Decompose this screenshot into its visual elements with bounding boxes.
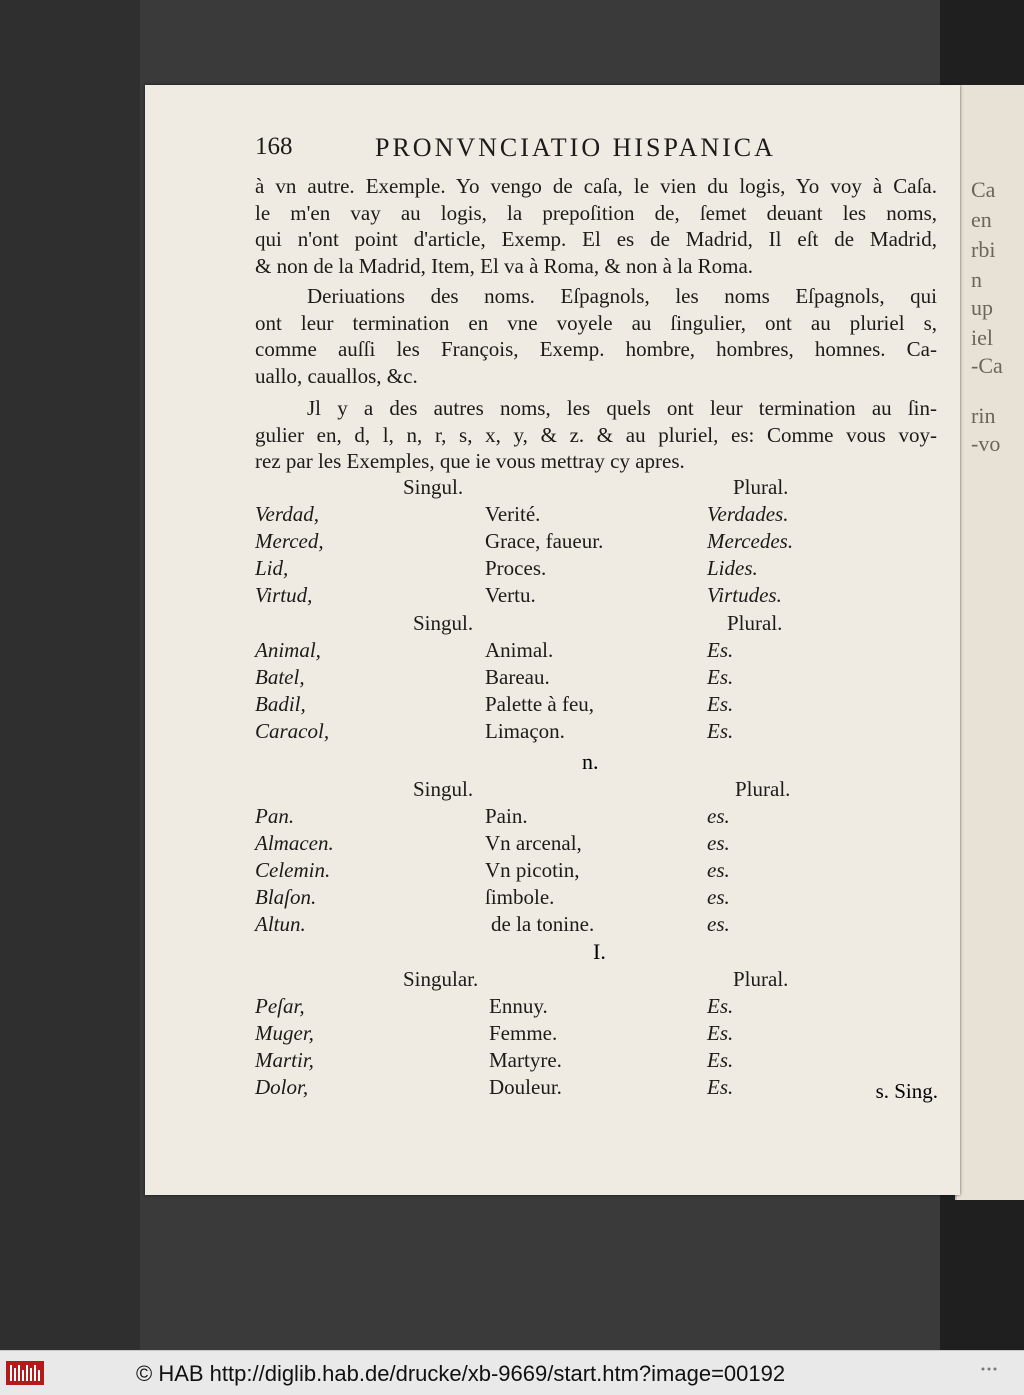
plural-form: Es. — [707, 665, 734, 689]
viewer-footer — [0, 1350, 1024, 1395]
plural-heading: Plural. — [727, 611, 783, 635]
spanish-word: Celemin. — [255, 858, 331, 882]
plural-heading: Plural. — [733, 475, 789, 499]
singular-heading: Singul. — [413, 777, 474, 801]
french-translation: Vn arcenal, — [485, 831, 582, 855]
text-line: ont leur termination en vne voyele au ſingulier, ont au pluriel s, — [255, 310, 937, 335]
spanish-word: Lid, — [255, 556, 289, 580]
table-heading-row — [255, 611, 955, 638]
text-line: Deriuations des noms. Eſpagnols, les noms Eſpagnols, qui — [307, 284, 937, 308]
table-row — [255, 583, 955, 610]
table-row — [255, 502, 955, 529]
adjacent-page-fragment: en — [971, 207, 992, 232]
book-page — [145, 85, 960, 1195]
page-number: 168 — [255, 133, 293, 160]
text-line: le m'en vay au logis, la prepoſition de, ſemet deuant les noms, — [255, 200, 937, 225]
spanish-word: Pan. — [255, 804, 295, 828]
table-row — [255, 719, 955, 746]
french-translation: Limaçon. — [485, 719, 565, 743]
french-translation: Grace, faueur. — [485, 529, 604, 553]
text-line: & non de la Madrid, Item, El va à Roma, & non à la Roma. — [255, 253, 754, 278]
table-heading-row — [255, 967, 955, 994]
plural-form: Es. — [707, 994, 734, 1018]
text-line: qui n'ont point d'article, Exemp. El es de Madrid, Il eſt de Madrid, — [255, 227, 937, 252]
plural-form: es. — [707, 885, 730, 909]
spanish-word: Almacen. — [255, 831, 334, 855]
french-translation: de la tonine. — [491, 912, 595, 936]
table-row — [255, 638, 955, 665]
copyright-link[interactable]: © HAB http://diglib.hab.de/drucke/xb-9669/start.htm?image=00192 — [136, 1361, 786, 1386]
singular-heading: Singular. — [403, 967, 479, 991]
declension-table-4 — [255, 967, 955, 1102]
french-translation: Palette à feu, — [485, 692, 595, 716]
table-row — [255, 994, 955, 1021]
text-line: uallo, cauallos, &c. — [255, 363, 418, 388]
spanish-word: Virtud, — [255, 583, 313, 607]
table-row — [255, 804, 955, 831]
spanish-word: Muger, — [255, 1021, 314, 1045]
plural-form: Mercedes. — [707, 529, 794, 553]
plural-form: es. — [707, 858, 730, 882]
french-translation: Animal. — [485, 638, 554, 662]
table-row — [255, 1021, 955, 1048]
text-line: à vn autre. Exemple. Yo vengo de caſa, le vien du logis, Yo voy à Caſa. — [255, 174, 937, 198]
spanish-word: Caracol, — [255, 719, 330, 743]
plural-form: Es. — [707, 1075, 734, 1099]
plural-form: es. — [707, 831, 730, 855]
spanish-word: Animal, — [255, 638, 321, 662]
french-translation: Verité. — [485, 502, 541, 526]
french-translation: Vertu. — [485, 583, 536, 607]
adjacent-page-fragment: up — [971, 295, 993, 320]
hab-logo-icon — [6, 1361, 44, 1385]
table-row — [255, 665, 955, 692]
plural-form: es. — [707, 912, 730, 936]
text-line: comme auſſi les François, Exemp. hombre, hombres, homnes. Ca- — [255, 337, 937, 362]
french-translation: Ennuy. — [489, 994, 548, 1018]
table-row — [255, 1075, 955, 1102]
plural-form: Es. — [707, 1021, 734, 1045]
paragraph-3 — [255, 395, 937, 475]
text-line: gulier en, d, l, n, r, s, x, y, & z. & au pluriel, es: Comme vous voy- — [255, 422, 937, 447]
spanish-word: Altun. — [255, 912, 306, 936]
singular-heading: Singul. — [413, 611, 474, 635]
adjacent-page-fragment: Ca — [971, 177, 996, 202]
table-row — [255, 556, 955, 583]
spanish-word: Merced, — [255, 529, 324, 553]
plural-form: Es. — [707, 719, 734, 743]
plural-form: Verdades. — [707, 502, 789, 526]
section-letter: I. — [593, 939, 606, 964]
table-heading-row — [255, 475, 955, 502]
section-letter: n. — [582, 749, 599, 774]
plural-form: Es. — [707, 638, 734, 662]
spanish-word: Martir, — [255, 1048, 314, 1072]
spanish-word: Verdad, — [255, 502, 319, 526]
adjacent-page-fragment: n — [971, 267, 982, 292]
table-heading-row — [255, 777, 955, 804]
table-row — [255, 692, 955, 719]
declension-table-1 — [255, 475, 955, 610]
text-line: rez par les Exemples, que ie vous mettray cy apres. — [255, 449, 685, 474]
table-row — [255, 885, 955, 912]
plural-form: Lides. — [707, 556, 758, 580]
plural-form: Es. — [707, 692, 734, 716]
paragraph-2 — [255, 283, 937, 389]
table-row — [255, 1048, 955, 1075]
french-translation: Pain. — [485, 804, 528, 828]
french-translation: Proces. — [485, 556, 547, 580]
french-translation: Bareau. — [485, 665, 550, 689]
french-translation: Martyre. — [489, 1048, 562, 1072]
adjacent-page-fragment: rbi — [971, 237, 996, 262]
spanish-word: Peſar, — [255, 994, 305, 1018]
catchword: s. Sing. — [875, 1079, 938, 1103]
scan-background-left — [0, 0, 140, 1350]
spanish-word: Batel, — [255, 665, 305, 689]
table-row — [255, 831, 955, 858]
adjacent-page-fragment: rin — [971, 403, 996, 428]
spanish-word: Badil, — [255, 692, 306, 716]
adjacent-page-fragment: -vo — [971, 431, 1001, 456]
paragraph-1 — [255, 173, 937, 279]
table-row — [255, 529, 955, 556]
table-row — [255, 858, 955, 885]
singular-heading: Singul. — [403, 475, 464, 499]
declension-table-3 — [255, 777, 955, 939]
plural-form: es. — [707, 804, 730, 828]
adjacent-page-edge — [955, 85, 1024, 1200]
french-translation: Vn picotin, — [485, 858, 580, 882]
adjacent-page-fragment: iel — [971, 325, 993, 350]
plural-heading: Plural. — [733, 967, 789, 991]
french-translation: Douleur. — [489, 1075, 562, 1099]
dots-icon — [980, 1365, 998, 1373]
french-translation: ſimbole. — [485, 885, 555, 909]
running-title: PRONVNCIATIO HISPANICA — [375, 133, 776, 162]
declension-table-2 — [255, 611, 955, 746]
plural-form: Es. — [707, 1048, 734, 1072]
plural-form: Virtudes. — [707, 583, 782, 607]
spanish-word: Dolor, — [255, 1075, 309, 1099]
french-translation: Femme. — [489, 1021, 558, 1045]
table-row — [255, 912, 955, 939]
text-line: Jl y a des autres noms, les quels ont leur termination au ſin- — [307, 396, 937, 420]
plural-heading: Plural. — [735, 777, 791, 801]
adjacent-page-fragment: -Ca — [971, 353, 1003, 378]
spanish-word: Blaſon. — [255, 885, 317, 909]
